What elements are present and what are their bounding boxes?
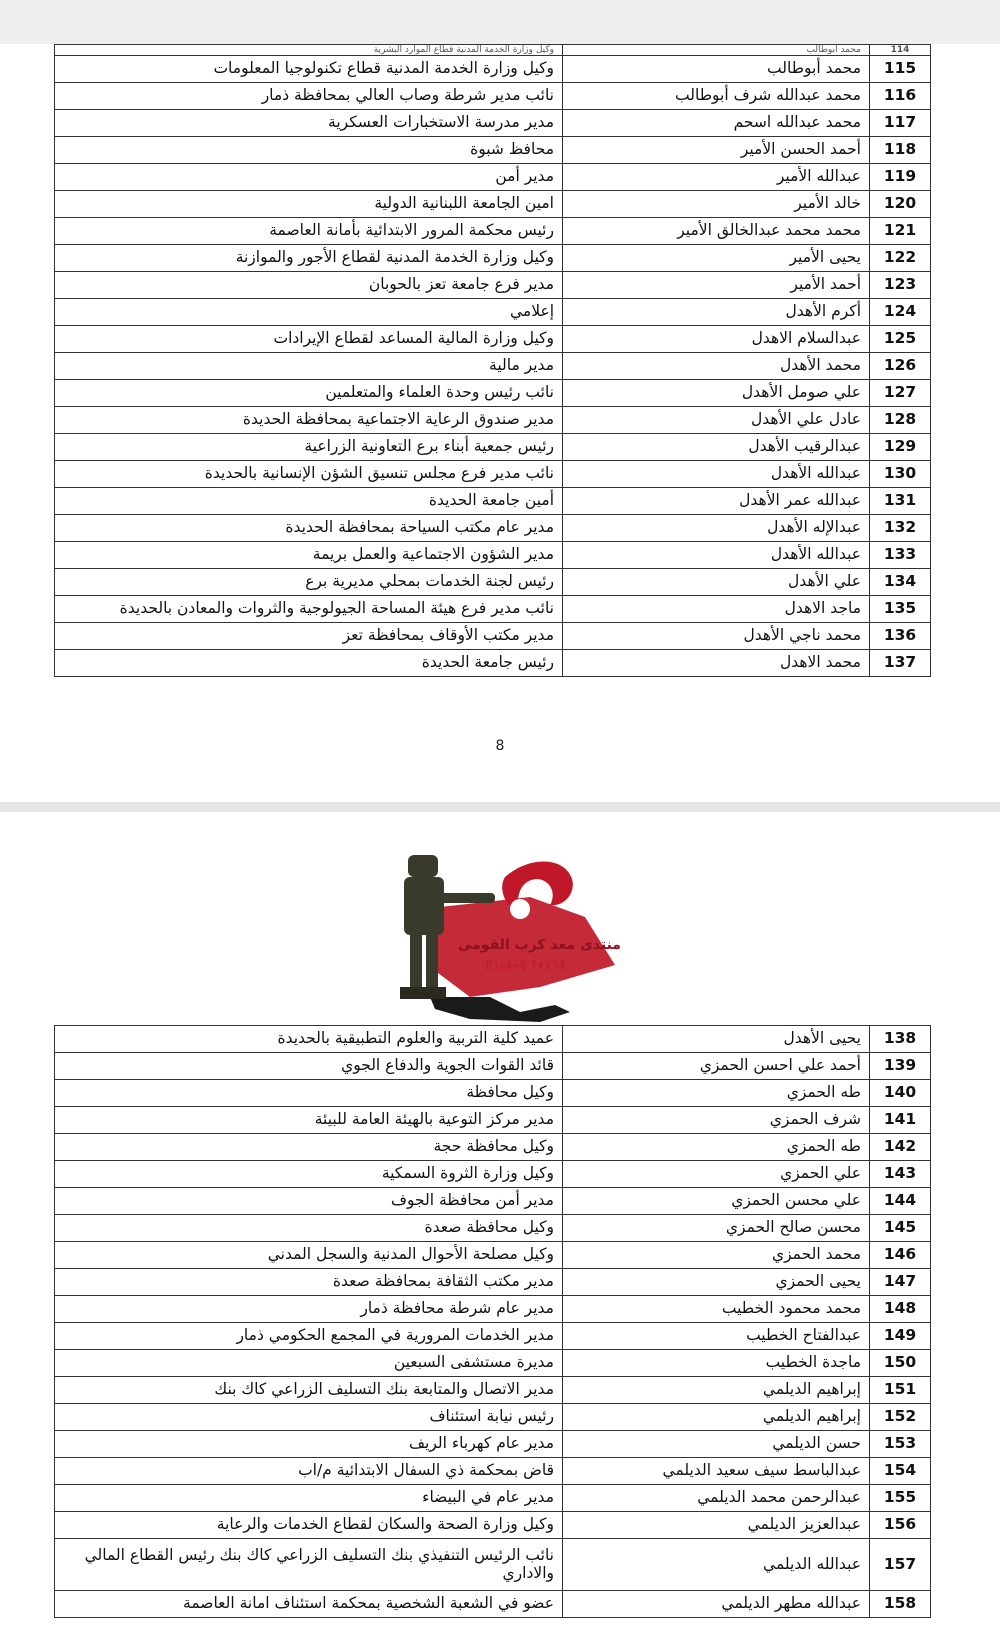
person-name: محمد أبوطالب (563, 56, 870, 83)
row-number: 132 (870, 515, 931, 542)
person-name: علي الأهدل (563, 569, 870, 596)
table-row (55, 596, 931, 623)
row-number: 125 (870, 326, 931, 353)
person-position: أمين جامعة الحديدة (55, 488, 563, 515)
row-number: 127 (870, 380, 931, 407)
person-name: عبدالرقيب الأهدل (563, 434, 870, 461)
person-name: إبراهيم الديلمي (563, 1377, 870, 1404)
person-position: وكيل محافظة صعدة (55, 1215, 563, 1242)
row-number: 148 (870, 1296, 931, 1323)
person-name: خالد الأمير (563, 191, 870, 218)
person-name: محمد أبوطالب (563, 45, 870, 56)
person-name: عبدالعزيز الديلمي (563, 1512, 870, 1539)
person-name: عبدالله الأمير (563, 164, 870, 191)
person-name: محمد الاهدل (563, 650, 870, 677)
table-row (55, 407, 931, 434)
table-row (55, 1458, 931, 1485)
row-number: 149 (870, 1323, 931, 1350)
person-name: حسن الديلمي (563, 1431, 870, 1458)
row-number: 135 (870, 596, 931, 623)
person-name: محمد ناجي الأهدل (563, 623, 870, 650)
person-position: نائب مدير شرطة وصاب العالي بمحافظة ذمار (55, 83, 563, 110)
row-number: 130 (870, 461, 931, 488)
table-row (55, 1269, 931, 1296)
table-row (55, 380, 931, 407)
person-position: مدير عام مكتب السياحة بمحافظة الحديدة (55, 515, 563, 542)
person-position: مدير مالية (55, 353, 563, 380)
row-number: 131 (870, 488, 931, 515)
person-name: محمد عبدالله اسحم (563, 110, 870, 137)
person-position: مدير عام شرطة محافظة ذمار (55, 1296, 563, 1323)
row-number: 145 (870, 1215, 931, 1242)
person-name: عبدالله الأهدل (563, 542, 870, 569)
names-table-1 (54, 44, 931, 677)
person-position: مدير فرع جامعة تعز بالحوبان (55, 272, 563, 299)
table-row (55, 1107, 931, 1134)
table-row (55, 1242, 931, 1269)
table-row (55, 1323, 931, 1350)
person-name: علي الحمزي (563, 1161, 870, 1188)
person-name: محسن صالح الحمزي (563, 1215, 870, 1242)
person-name: شرف الحمزي (563, 1107, 870, 1134)
table-row (55, 1080, 931, 1107)
person-position: مدير أمن (55, 164, 563, 191)
row-number: 121 (870, 218, 931, 245)
page-number: 8 (495, 738, 505, 754)
table-row (55, 623, 931, 650)
row-number: 158 (870, 1591, 931, 1618)
row-number: 155 (870, 1485, 931, 1512)
table-row (55, 326, 931, 353)
person-name: ماجدة الخطيب (563, 1350, 870, 1377)
table-row (55, 1591, 931, 1618)
row-number: 139 (870, 1053, 931, 1080)
person-name: عبدالباسط سيف سعيد الديلمي (563, 1458, 870, 1485)
table-row (55, 1296, 931, 1323)
row-number: 146 (870, 1242, 931, 1269)
row-number: 119 (870, 164, 931, 191)
document-page-1 (0, 44, 1000, 802)
person-position: رئيس محكمة المرور الابتدائية بأمانة العاصمة (55, 218, 563, 245)
row-number: 136 (870, 623, 931, 650)
person-name: أحمد علي احسن الحمزي (563, 1053, 870, 1080)
person-name: يحيى الأهدل (563, 1026, 870, 1053)
person-position: وكيل وزارة الخدمة المدنية لقطاع الأجور والموازنة (55, 245, 563, 272)
row-number: 115 (870, 56, 931, 83)
person-position: وكيل وزارة الصحة والسكان لقطاع الخدمات والرعاية (55, 1512, 563, 1539)
person-position: رئيس جمعية أبناء برع التعاونية الزراعية (55, 434, 563, 461)
person-position: مدير الشؤون الاجتماعية والعمل بريمة (55, 542, 563, 569)
row-number: 116 (870, 83, 931, 110)
person-name: عبدالله الديلمي (563, 1539, 870, 1591)
person-name: أحمد الأمير (563, 272, 870, 299)
table-row (55, 1512, 931, 1539)
person-name: محمد الأهدل (563, 353, 870, 380)
row-number: 152 (870, 1404, 931, 1431)
person-position: قائد القوات الجوية والدفاع الجوي (55, 1053, 563, 1080)
person-name: عبدالسلام الاهدل (563, 326, 870, 353)
person-name: طه الحمزي (563, 1134, 870, 1161)
person-position: مدير الاتصال والمتابعة بنك التسليف الزراعي كاك بنك (55, 1377, 563, 1404)
table-row (55, 110, 931, 137)
person-position: مدير أمن محافظة الجوف (55, 1188, 563, 1215)
row-number: 120 (870, 191, 931, 218)
person-name: عادل علي الأهدل (563, 407, 870, 434)
person-name: عبدالله الأهدل (563, 461, 870, 488)
names-table-2 (54, 1025, 931, 1618)
table-row (55, 1161, 931, 1188)
row-number: 138 (870, 1026, 931, 1053)
person-position: وكيل وزارة الخدمة المدنية قطاع الموارد البشرية (55, 45, 563, 56)
row-number: 142 (870, 1134, 931, 1161)
person-name: ماجد الاهدل (563, 596, 870, 623)
row-number: 156 (870, 1512, 931, 1539)
person-position: مدير عام في البيضاء (55, 1485, 563, 1512)
forum-logo (380, 847, 630, 1027)
row-number: 151 (870, 1377, 931, 1404)
person-position: وكيل محافظة حجة (55, 1134, 563, 1161)
table-row (55, 56, 931, 83)
table-row (55, 515, 931, 542)
person-position: مدير الخدمات المرورية في المجمع الحكومي ذمار (55, 1323, 563, 1350)
row-number: 134 (870, 569, 931, 596)
person-position: مدير مكتب الثقافة بمحافظة صعدة (55, 1269, 563, 1296)
row-number: 129 (870, 434, 931, 461)
person-name: علي صومل الأهدل (563, 380, 870, 407)
person-name: محمد الحمزي (563, 1242, 870, 1269)
person-name: عبدالله مطهر الديلمي (563, 1591, 870, 1618)
table-row (55, 1404, 931, 1431)
table-row (55, 353, 931, 380)
person-name: يحيى الأمير (563, 245, 870, 272)
person-position: عضو في الشعبة الشخصية بمحكمة استئناف امانة العاصمة (55, 1591, 563, 1618)
person-position: محافظ شبوة (55, 137, 563, 164)
person-position: نائب الرئيس التنفيذي بنك التسليف الزراعي كاك بنك رئيس القطاع المالي والاداري (55, 1539, 563, 1591)
person-name: عبدالفتاح الخطيب (563, 1323, 870, 1350)
row-number: 140 (870, 1080, 931, 1107)
row-number: 144 (870, 1188, 931, 1215)
table-row (55, 1188, 931, 1215)
person-name: محمد محمود الخطيب (563, 1296, 870, 1323)
person-position: رئيس نيابة استئناف (55, 1404, 563, 1431)
table-row (55, 650, 931, 677)
person-position: مدير صندوق الرعاية الاجتماعية بمحافظة الحديدة (55, 407, 563, 434)
table-row (55, 218, 931, 245)
person-position: عميد كلية التربية والعلوم التطبيقية بالحديدة (55, 1026, 563, 1053)
row-number: 117 (870, 110, 931, 137)
person-position: إعلامي (55, 299, 563, 326)
person-position: مدير مركز التوعية بالهيئة العامة للبيئة (55, 1107, 563, 1134)
row-number: 153 (870, 1431, 931, 1458)
row-number: 123 (870, 272, 931, 299)
table-row (55, 137, 931, 164)
person-position: مديرة مستشفى السبعين (55, 1350, 563, 1377)
table-row (55, 434, 931, 461)
person-position: قاض بمحكمة ذي السفال الابتدائية م/اب (55, 1458, 563, 1485)
row-number: 114 (870, 45, 931, 56)
row-number: 141 (870, 1107, 931, 1134)
person-name: طه الحمزي (563, 1080, 870, 1107)
table-row (55, 1431, 931, 1458)
table-row (55, 1134, 931, 1161)
person-name: علي محسن الحمزي (563, 1188, 870, 1215)
table-row (55, 1350, 931, 1377)
person-position: مدير مكتب الأوقاف بمحافظة تعز (55, 623, 563, 650)
row-number: 157 (870, 1539, 931, 1591)
table-row (55, 542, 931, 569)
row-number: 147 (870, 1269, 931, 1296)
person-position: مدير عام كهرباء الريف (55, 1431, 563, 1458)
row-number: 133 (870, 542, 931, 569)
row-number: 118 (870, 137, 931, 164)
person-name: عبدالإله الأهدل (563, 515, 870, 542)
person-position: نائب مدير فرع هيئة المساحة الجيولوجية والثروات والمعادن بالحديدة (55, 596, 563, 623)
person-position: نائب رئيس وحدة العلماء والمتعلمين (55, 380, 563, 407)
table-row (55, 1539, 931, 1591)
person-name: محمد محمد عبدالخالق الأمير (563, 218, 870, 245)
table-row (55, 299, 931, 326)
table-row (55, 83, 931, 110)
table-row (55, 461, 931, 488)
person-name: عبدالرحمن محمد الديلمي (563, 1485, 870, 1512)
row-number: 150 (870, 1350, 931, 1377)
person-name: أكرم الأهدل (563, 299, 870, 326)
table-row (55, 164, 931, 191)
person-position: وكيل وزارة الخدمة المدنية قطاع تكنولوجيا المعلومات (55, 56, 563, 83)
row-number: 122 (870, 245, 931, 272)
table-row (55, 1377, 931, 1404)
table-row (55, 191, 931, 218)
person-position: رئيس جامعة الحديدة (55, 650, 563, 677)
table-row (55, 569, 931, 596)
row-number: 143 (870, 1161, 931, 1188)
table-row (55, 488, 931, 515)
person-position: نائب مدير فرع مجلس تنسيق الشؤن الإنسانية بالحديدة (55, 461, 563, 488)
person-name: محمد عبدالله شرف أبوطالب (563, 83, 870, 110)
person-position: رئيس لجنة الخدمات بمحلي مديرية برع (55, 569, 563, 596)
table-row (55, 245, 931, 272)
row-number: 128 (870, 407, 931, 434)
person-position: وكيل مصلحة الأحوال المدنية والسجل المدني (55, 1242, 563, 1269)
page-separator (0, 802, 1000, 812)
person-position: مدير مدرسة الاستخبارات العسكرية (55, 110, 563, 137)
document-page-2 (0, 812, 1000, 1628)
logo-arabic-text: منتدى معد كرب القومي (458, 937, 621, 953)
row-number: 137 (870, 650, 931, 677)
person-name: يحيى الحمزي (563, 1269, 870, 1296)
person-position: وكيل وزارة المالية المساعد لقطاع الإيرادات (55, 326, 563, 353)
table-row (55, 1053, 931, 1080)
person-position: وكيل وزارة الثروة السمكية (55, 1161, 563, 1188)
table-row (55, 45, 931, 56)
person-position: امين الجامعة اللبنانية الدولية (55, 191, 563, 218)
row-number: 126 (870, 353, 931, 380)
person-name: إبراهيم الديلمي (563, 1404, 870, 1431)
person-name: عبدالله عمر الأهدل (563, 488, 870, 515)
logo-musnad-text: 𐩣𐩬𐩩𐩵𐩺 𐩣𐩲𐩵𐩫𐩧𐩨 (485, 960, 567, 973)
person-name: أحمد الحسن الأمير (563, 137, 870, 164)
row-number: 124 (870, 299, 931, 326)
person-position: وكيل محافظة (55, 1080, 563, 1107)
table-row (55, 1485, 931, 1512)
table-row (55, 272, 931, 299)
table-row (55, 1026, 931, 1053)
row-number: 154 (870, 1458, 931, 1485)
table-row (55, 1215, 931, 1242)
